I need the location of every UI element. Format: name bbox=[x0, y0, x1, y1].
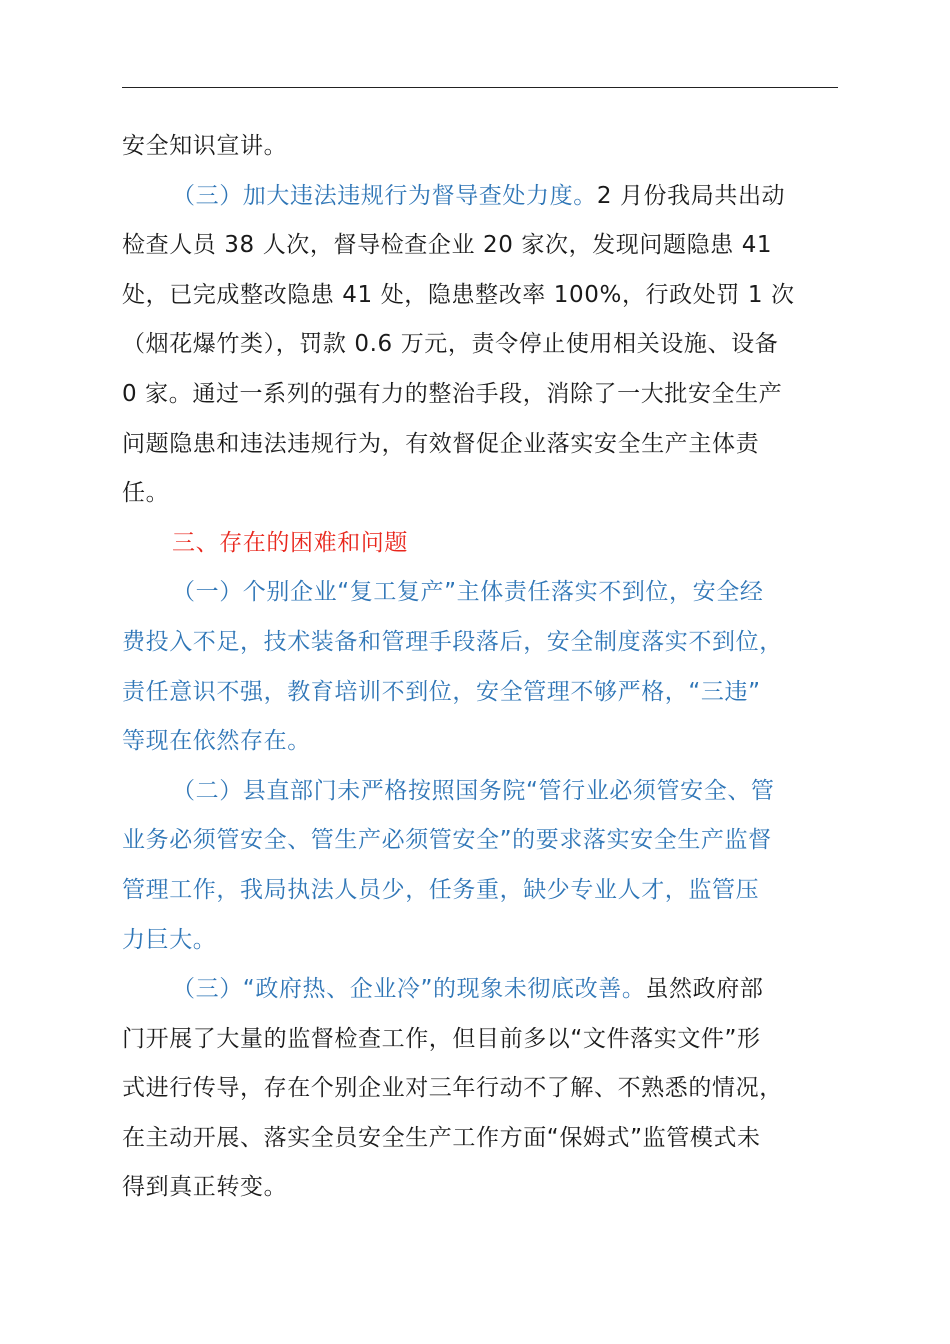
text-line bbox=[122, 370, 838, 420]
text-segment: 在主动开展、落实全员安全生产工作方面“保姆式”监管模式未 bbox=[122, 1124, 761, 1151]
text-segment: 式进行传导，存在个别企业对三年行动不了解、不熟悉的情况， bbox=[122, 1075, 783, 1102]
text-line bbox=[122, 916, 838, 966]
text-line bbox=[122, 1015, 838, 1065]
text-segment: 管理工作，我局执法人员少，任务重，缺少专业人才，监管压 bbox=[122, 876, 760, 903]
text-segment: 问题隐患和违法违规行为，有效督促企业落实安全生产主体责 bbox=[122, 430, 760, 457]
text-line bbox=[122, 717, 838, 767]
text-segment: 等现在依然存在。 bbox=[122, 728, 311, 755]
text-segment: 安全知识宣讲。 bbox=[122, 133, 288, 159]
text-line bbox=[122, 420, 838, 470]
issue-paragraph-2-start bbox=[122, 767, 838, 817]
text-line bbox=[122, 1114, 838, 1164]
text-line bbox=[122, 1064, 838, 1114]
text-segment: 业务必须管安全、管生产必须管安全”的要求落实安全生产监督 bbox=[122, 827, 772, 854]
text-line bbox=[122, 122, 838, 172]
text-line bbox=[122, 1163, 838, 1213]
subheading-text: （三）“政府热、企业冷”的现象未彻底改善。 bbox=[172, 976, 646, 1003]
text-segment: （烟花爆竹类），罚款 0.6 万元，责令停止使用相关设施、设备 bbox=[122, 331, 779, 358]
text-segment: 责任意识不强，教育培训不到位，安全管理不够严格，“三违” bbox=[122, 678, 761, 705]
text-segment: 虽然政府部 bbox=[645, 976, 764, 1003]
subheading-text: （三）加大违法违规行为督导查处力度。 bbox=[172, 182, 597, 209]
text-line bbox=[122, 668, 838, 718]
text-line bbox=[122, 320, 838, 370]
text-segment: 得到真正转变。 bbox=[122, 1174, 288, 1201]
header-rule bbox=[122, 87, 838, 88]
text-line bbox=[122, 618, 838, 668]
document-body bbox=[122, 122, 838, 1213]
text-line bbox=[122, 469, 838, 519]
text-line bbox=[122, 221, 838, 271]
text-segment: （二）县直部门未严格按照国务院“管行业必须管安全、管 bbox=[172, 777, 775, 804]
text-segment: （一）个别企业“复工复产”主体责任落实不到位，安全经 bbox=[172, 579, 764, 606]
text-segment: 2 月份我局共出动 bbox=[596, 182, 786, 209]
text-segment: 0 家。通过一系列的强有力的整治手段，消除了一大批安全生产 bbox=[122, 380, 783, 407]
text-line bbox=[122, 866, 838, 916]
text-segment: 力巨大。 bbox=[122, 926, 217, 953]
section-heading bbox=[122, 519, 838, 569]
text-segment: 门开展了大量的监督检查工作，但目前多以“文件落实文件”形 bbox=[122, 1025, 761, 1052]
section-heading-text: 三、存在的困难和问题 bbox=[172, 529, 408, 556]
text-segment: 费投入不足，技术装备和管理手段落后，安全制度落实不到位， bbox=[122, 628, 783, 655]
text-segment: 检查人员 38 人次，督导检查企业 20 家次，发现问题隐患 41 bbox=[122, 232, 773, 259]
issue-paragraph-1-start bbox=[122, 568, 838, 618]
text-segment: 任。 bbox=[122, 480, 170, 507]
text-line bbox=[122, 271, 838, 321]
section-paragraph-3-start bbox=[122, 172, 838, 222]
issue-paragraph-3-start bbox=[122, 965, 838, 1015]
text-line bbox=[122, 816, 838, 866]
text-segment: 处，已完成整改隐患 41 处，隐患整改率 100%，行政处罚 1 次 bbox=[122, 281, 795, 308]
